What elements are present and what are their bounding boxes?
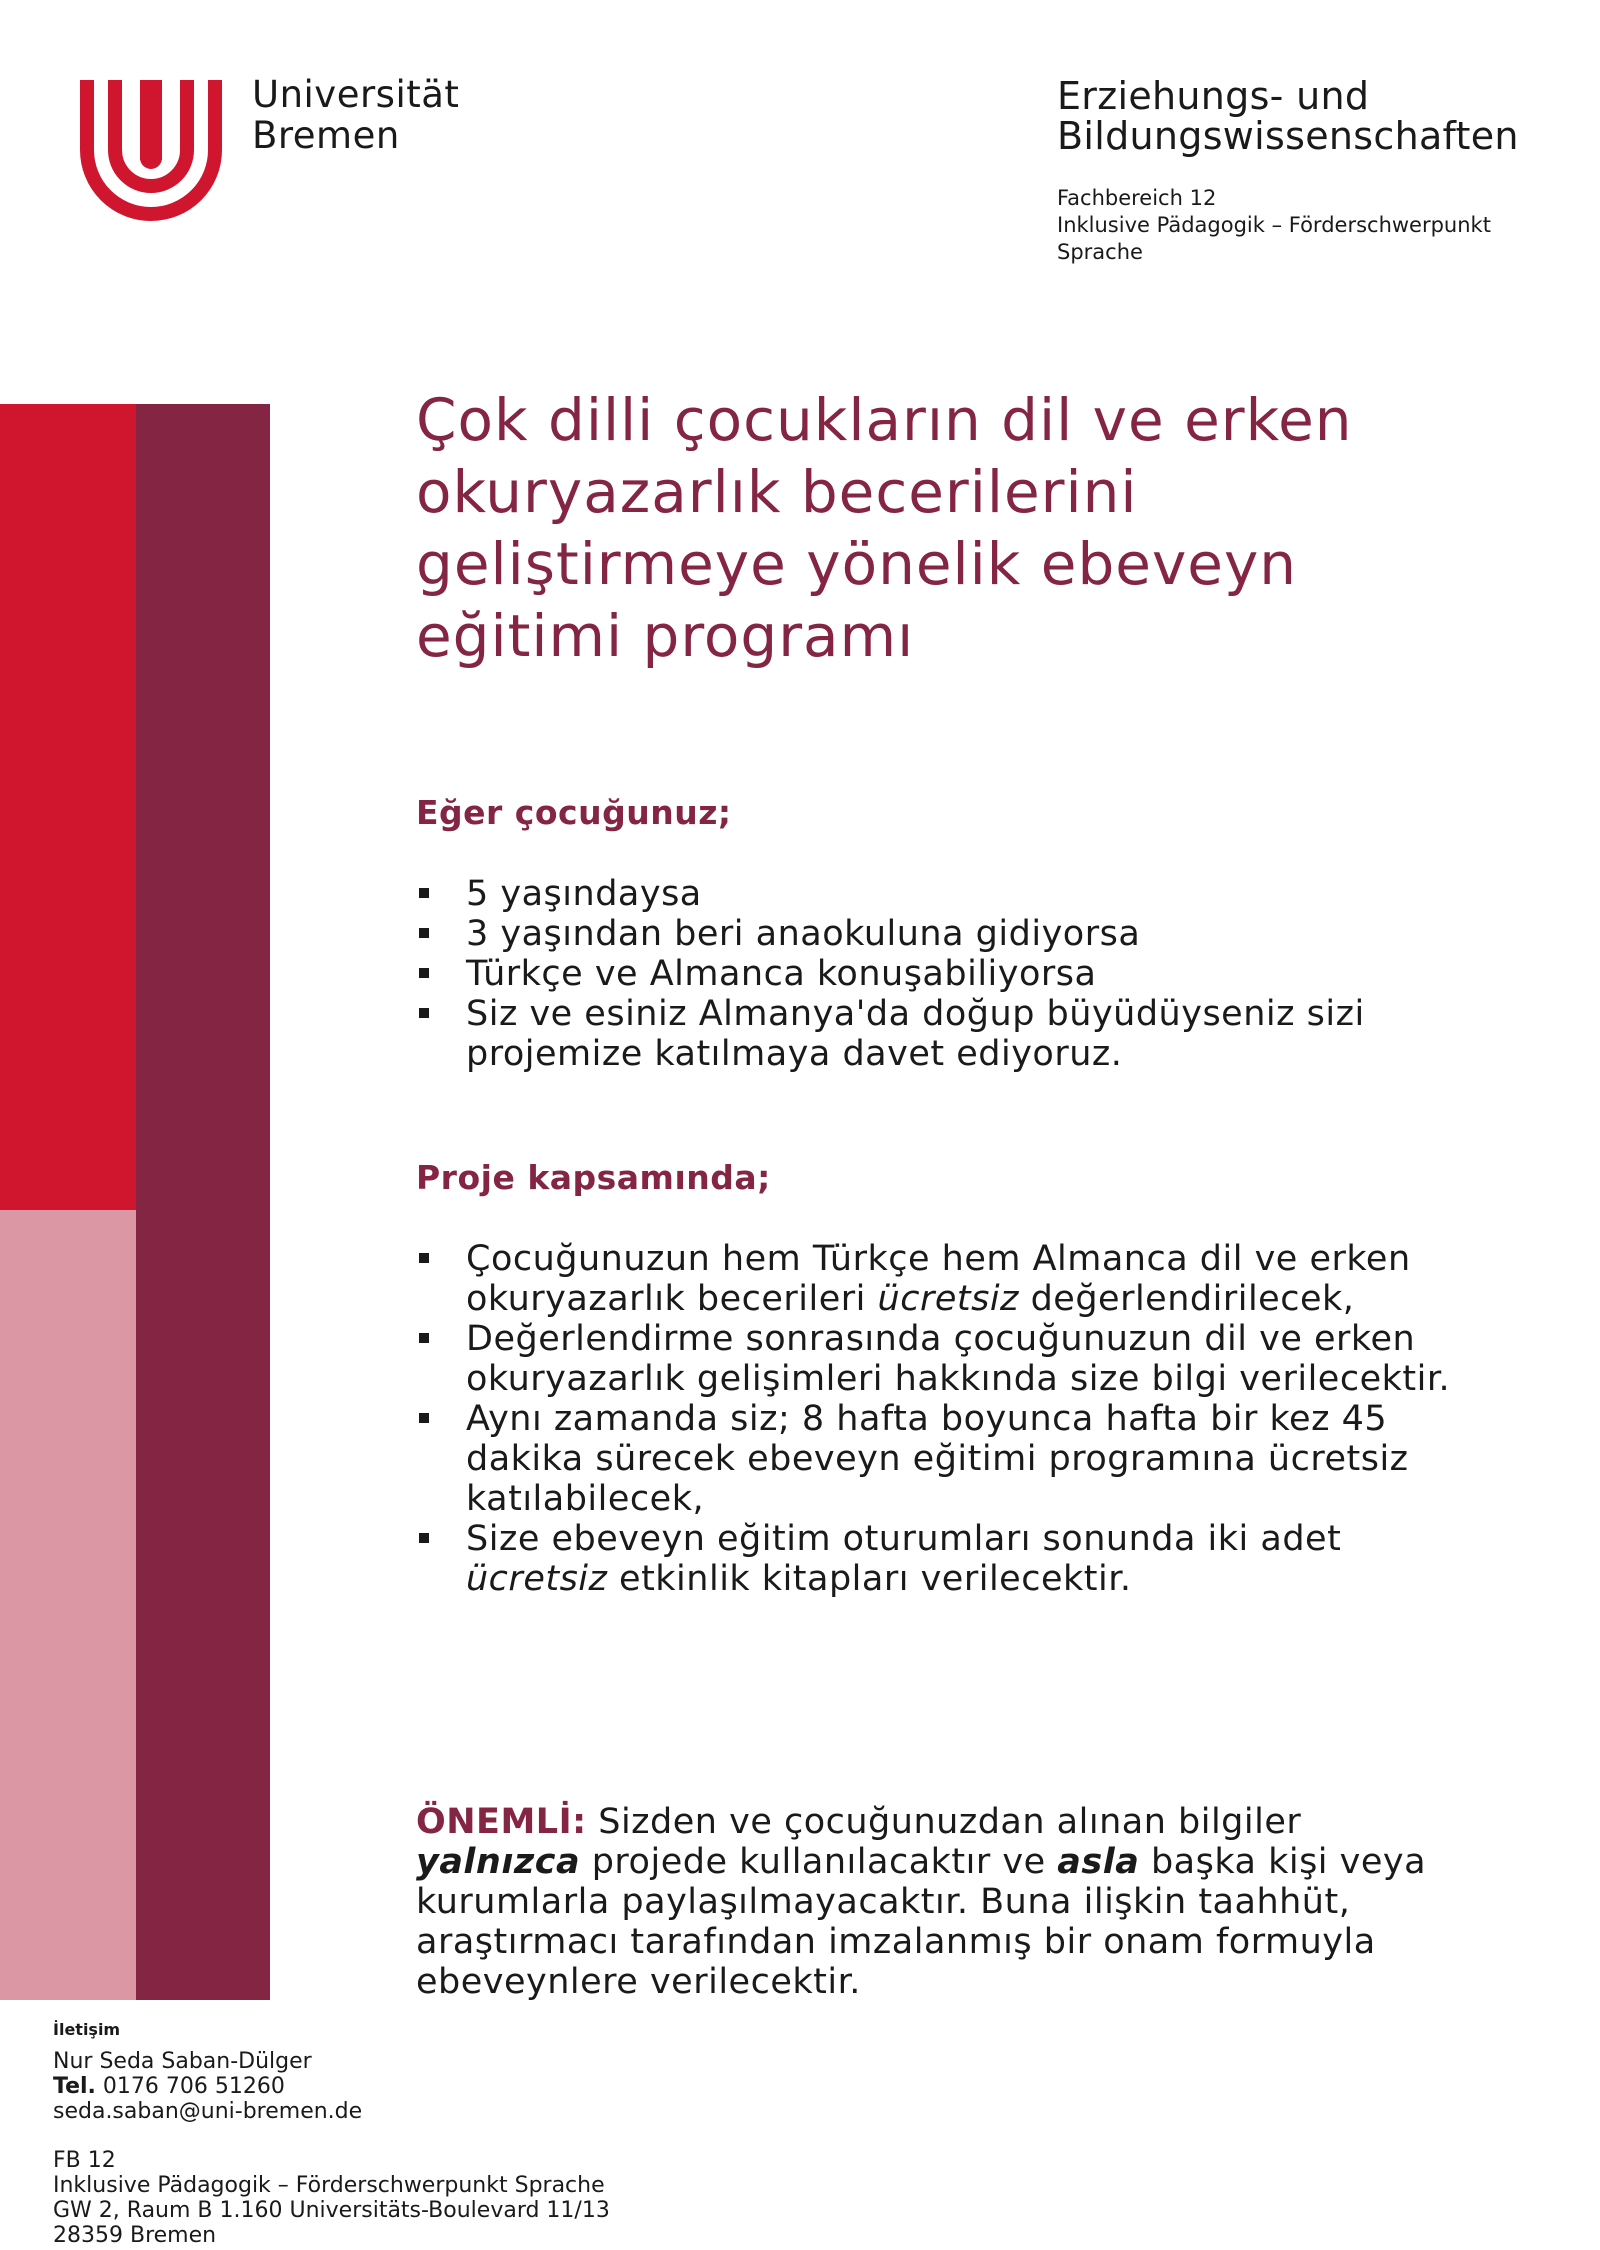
emphasis-free: ücretsiz [466, 1559, 608, 1599]
list-item-text: Çocuğunuzun hem Türkçe hem Almanca dil ve erken okuryazarlık becerileri [466, 1239, 1411, 1319]
project-scope-list [416, 1239, 1476, 1599]
title-line4: eğitimi programı [416, 602, 915, 670]
address-line: FB 12 [53, 2148, 116, 2173]
important-text: projede kullanılacaktır ve [580, 1842, 1058, 1882]
address-line: Inklusive Pädagogik – Förderschwerpunkt Sprache [53, 2173, 605, 2198]
list-item-text: değerlendirilecek, [1018, 1279, 1355, 1319]
phone-label: Tel. [53, 2074, 96, 2099]
list-item [416, 1519, 1476, 1599]
department-info [1057, 185, 1491, 266]
page-title [416, 384, 1516, 672]
list-item: 5 yaşındaysa [416, 874, 1546, 914]
department-line2: Inklusive Pädagogik – Förderschwerpunkt [1057, 213, 1491, 237]
faculty-line2: Bildungswissenschaften [1057, 114, 1519, 158]
list-item: Türkçe ve Almanca konuşabiliyorsa [416, 954, 1546, 994]
contact-phone [53, 2074, 362, 2099]
faculty-name [1057, 76, 1519, 156]
emphasis-only: yalnızca [416, 1842, 581, 1882]
contact-email[interactable]: seda.saban@uni-bremen.de [53, 2099, 363, 2124]
postal-address [53, 2148, 610, 2248]
university-name-line2: Bremen [252, 114, 400, 157]
important-label: ÖNEMLİ: [416, 1802, 587, 1842]
list-item: Aynı zamanda siz; 8 hafta boyunca hafta bir kez 45 dakika sürecek ebeveyn eğitimi programına ücretsiz katılabilecek, [416, 1399, 1476, 1519]
eligibility-list [416, 874, 1546, 1074]
emphasis-free: ücretsiz [877, 1279, 1019, 1319]
phone-number: 0176 706 51260 [95, 2074, 285, 2099]
contact-info [53, 2049, 362, 2124]
university-name [252, 74, 459, 156]
red-color-bar [0, 404, 136, 1210]
department-line1: Fachbereich 12 [1057, 186, 1217, 210]
university-logo [80, 80, 222, 222]
project-scope-heading: Proje kapsamında; [416, 1158, 771, 1197]
list-item-text: etkinlik kitapları verilecektir. [607, 1559, 1132, 1599]
university-name-line1: Universität [252, 73, 460, 116]
pink-color-bar [0, 1210, 136, 2000]
eligibility-heading: Eğer çocuğunuz; [416, 793, 732, 832]
list-item [416, 1239, 1476, 1319]
address-line: 28359 Bremen [53, 2223, 217, 2248]
title-line2: okuryazarlık becerilerini [416, 458, 1138, 526]
department-line3: Sprache [1057, 240, 1143, 264]
address-line: GW 2, Raum B 1.160 Universitäts-Boulevard 11/13 [53, 2198, 610, 2223]
contact-name: Nur Seda Saban-Dülger [53, 2049, 312, 2074]
important-note [416, 1802, 1466, 2002]
list-item-text: Size ebeveyn eğitim oturumları sonunda iki adet [466, 1519, 1342, 1559]
list-item: Değerlendirme sonrasında çocuğunuzun dil ve erken okuryazarlık gelişimleri hakkında size bilgi verilecektir. [416, 1319, 1476, 1399]
list-item: 3 yaşından beri anaokuluna gidiyorsa [416, 914, 1546, 954]
contact-heading: İletişim [53, 2020, 121, 2039]
faculty-line1: Erziehungs- und [1057, 74, 1370, 118]
emphasis-never: asla [1057, 1842, 1140, 1882]
wine-color-bar [136, 404, 270, 2000]
title-line3: geliştirmeye yönelik ebeveyn [416, 530, 1298, 598]
title-line1: Çok dilli çocukların dil ve erken [416, 386, 1353, 454]
list-item: Siz ve esiniz Almanya'da doğup büyüdüyseniz sizi projemize katılmaya davet ediyoruz. [416, 994, 1546, 1074]
important-text: başka kişi veya kurumlarla paylaşılmayacaktır. Buna ilişkin taahhüt, araştırmacı tarafından imzalanmış bir onam formuyla ebeveynlere verilecektir. [416, 1842, 1427, 2002]
important-text: Sizden ve çocuğunuzdan alınan bilgiler [586, 1802, 1302, 1842]
